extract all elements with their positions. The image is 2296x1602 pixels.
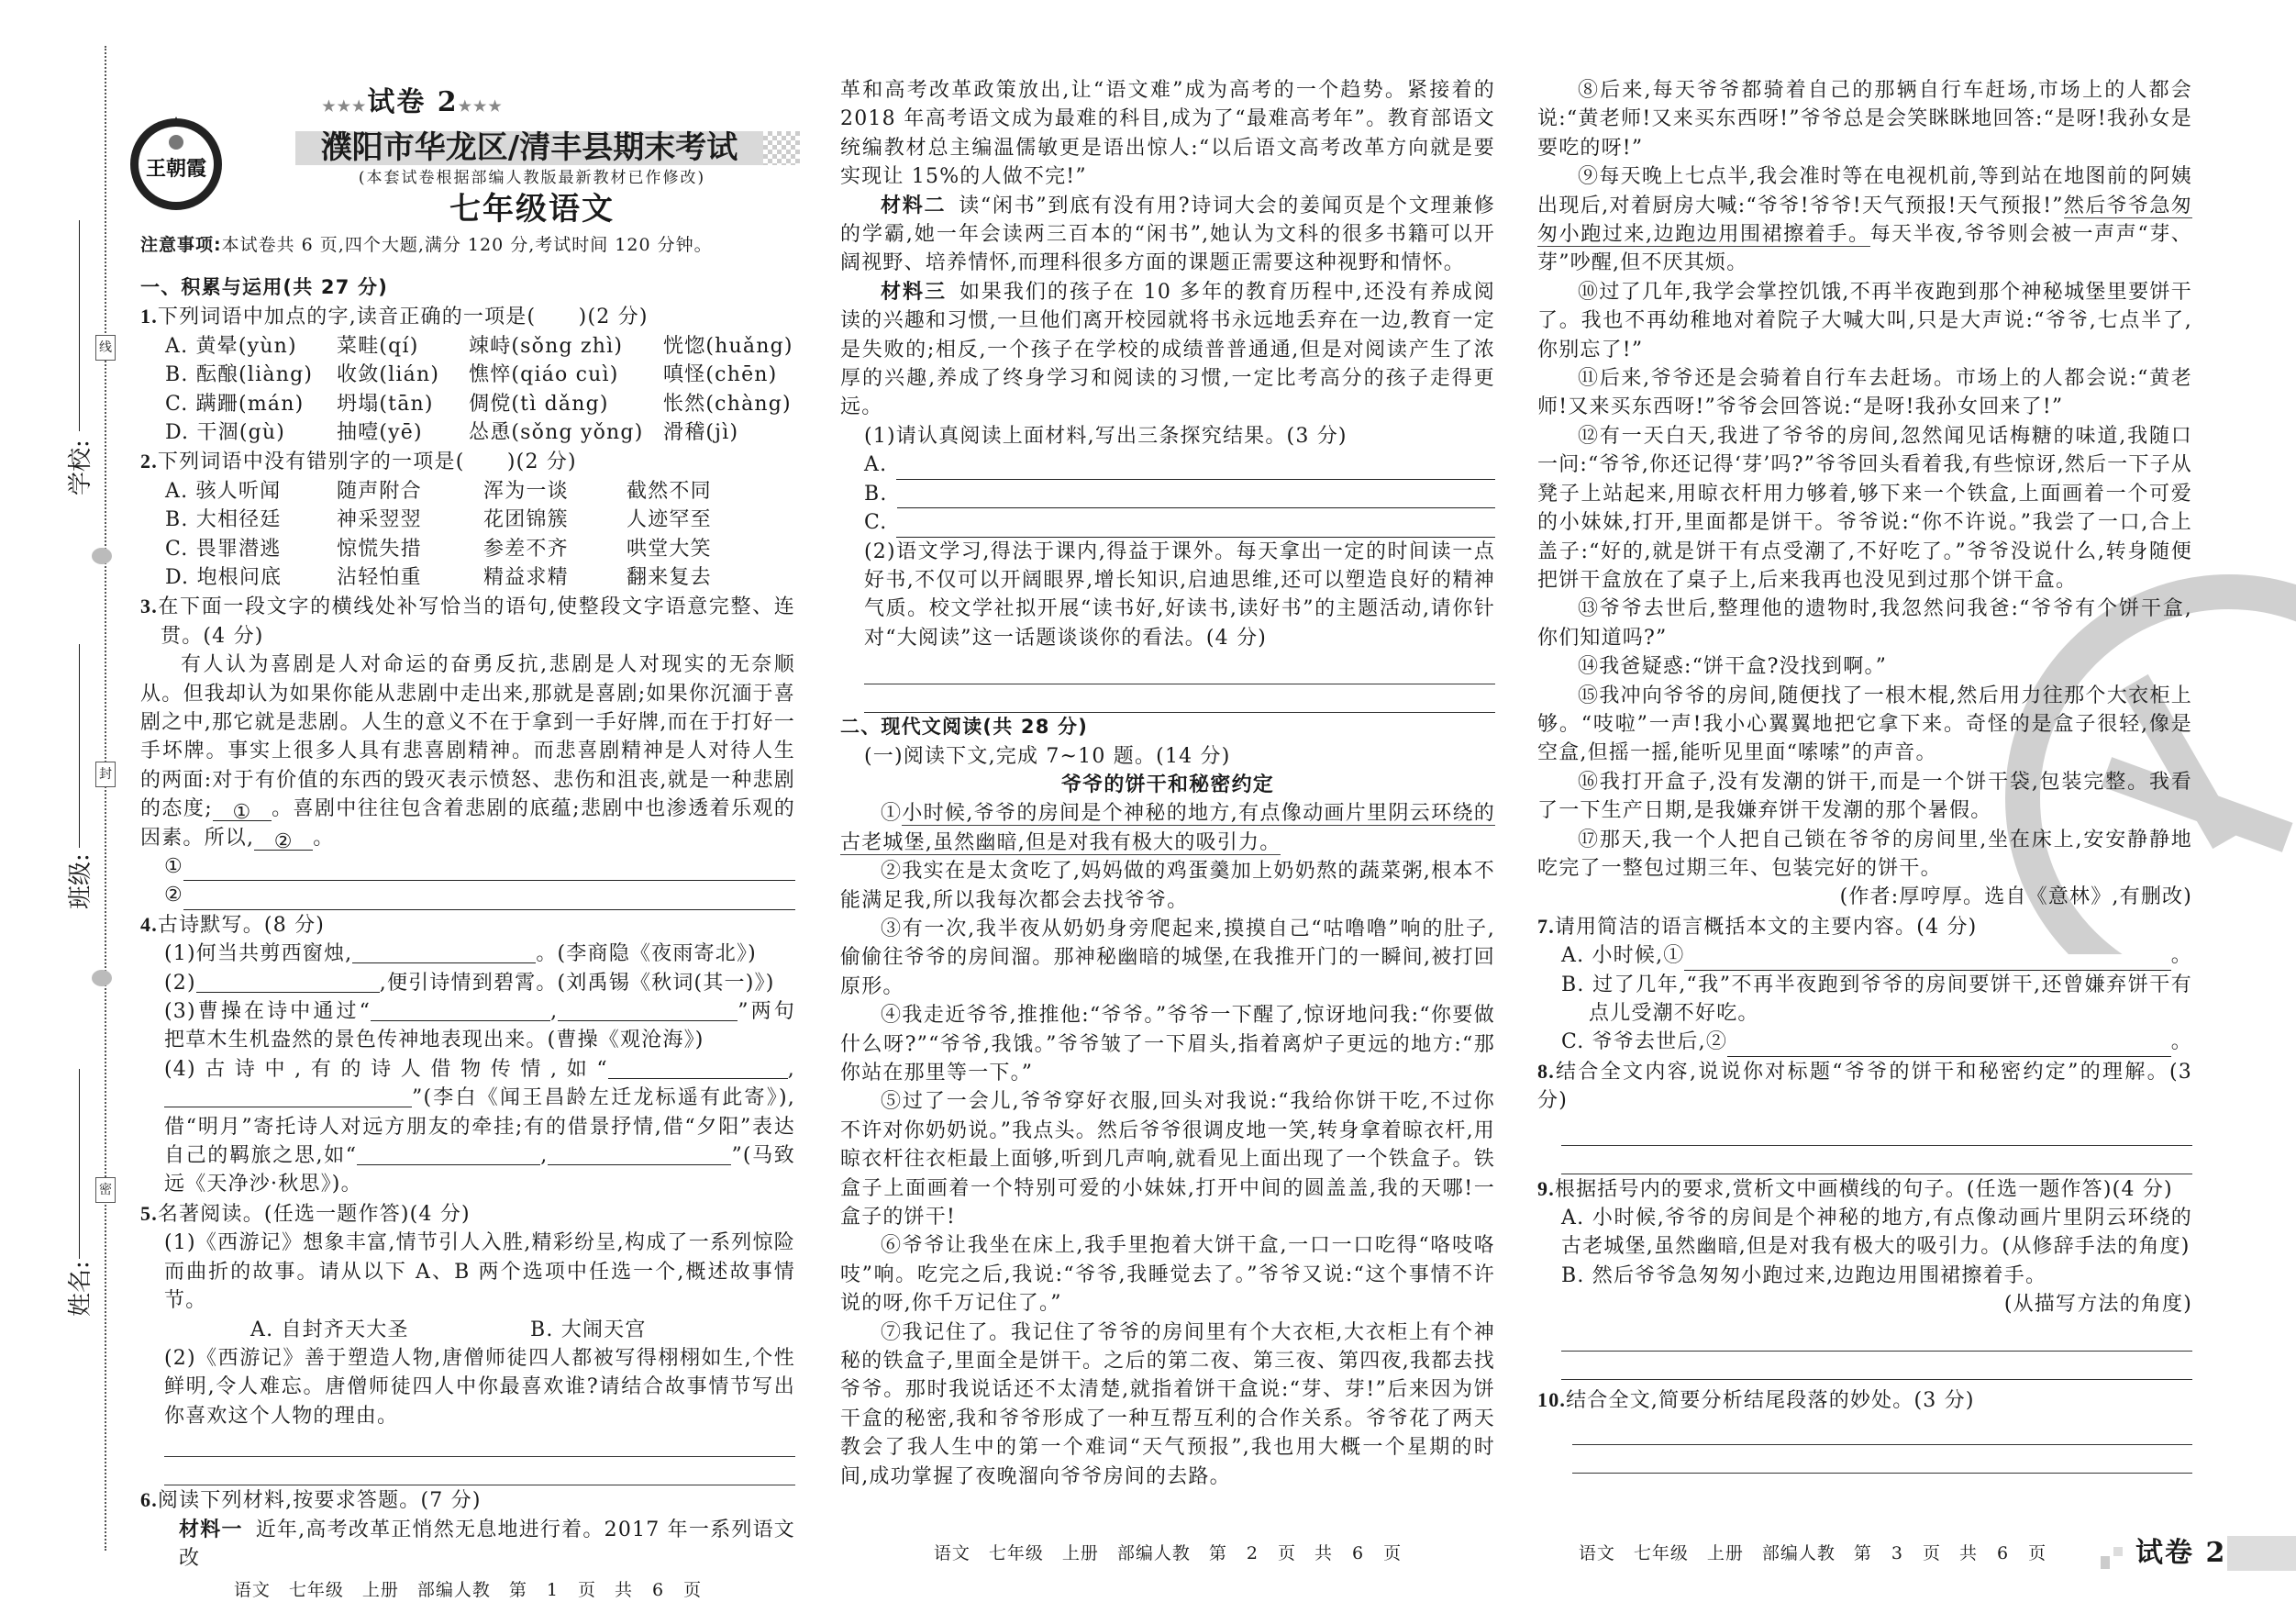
- q2-option-row[interactable]: [140, 506, 795, 534]
- q6-answer-line[interactable]: [864, 684, 1495, 713]
- option-word: 憔悴(qiáo cuì): [469, 363, 619, 387]
- material-label: 材料二: [881, 194, 947, 217]
- story-paragraph-5: ⑤过了一会儿,爷爷穿好衣服,回头对我说:“我给你饼干吃,不过你不许对你奶奶说。”我点头。然后爷爷很调皮地一笑,转身拿着晾衣杆,用晾衣杆往衣柜最上面够,听到几声响,就看见上面出现了一个铁盒子。铁盒子上面画着一个特别可爱的小妹妹,打开中间的圆盖盖,我的天哪!一盒子的饼干!: [840, 1090, 1495, 1229]
- option-word: B. 酝酿(liàng): [165, 363, 314, 387]
- seal-mark-line: 线: [95, 335, 116, 361]
- option-word: 神采翌翌: [337, 508, 422, 532]
- option-word: 浑为一谈: [483, 479, 569, 503]
- question-9: [1537, 1174, 2192, 1204]
- exam-subject: 七年级语文: [449, 191, 615, 228]
- item-text: ,: [540, 1144, 549, 1168]
- question-number: 1.: [140, 305, 158, 328]
- option-word: 竦峙(sǒng zhì): [469, 334, 624, 358]
- option-word: 恍惚(huǎng): [663, 334, 793, 358]
- q5-answer-line[interactable]: [164, 1457, 795, 1485]
- option-word: 精益求精: [483, 565, 569, 589]
- q5-answer-line[interactable]: [164, 1430, 795, 1457]
- question-stem: 请用简洁的语言概括本文的主要内容。(4 分): [1554, 915, 1978, 939]
- class-field[interactable]: [79, 644, 80, 848]
- paper-tag: [2101, 1536, 2296, 1571]
- q4-blank[interactable]: [548, 1142, 731, 1165]
- answer-label: A. 小时候,①: [1561, 944, 1685, 968]
- story-paragraph-16: ⑯我打开盒子,没有发潮的饼干,而是一个饼干袋,包装完整。我看了一下生产日期,是我嫌弃饼干发潮的那个暑假。: [1537, 770, 2192, 823]
- option-word: 参差不齐: [483, 537, 569, 561]
- item-text: ,: [787, 1057, 795, 1081]
- answer-label: C. 爷爷去世后,②: [1561, 1030, 1728, 1054]
- question-number: 9.: [1537, 1176, 1555, 1200]
- stars-left-icon: ★★★: [322, 97, 368, 115]
- q4-blank[interactable]: [352, 940, 536, 963]
- option-word: 花团锦簇: [483, 508, 569, 532]
- page-footer-2: 语文 七年级 上册 部编人教 第 2 页 共 6 页: [933, 1543, 1403, 1563]
- option-word: A. 骇人听闻: [165, 479, 282, 503]
- ornament-circle-icon: [92, 970, 112, 986]
- q9-answer-line[interactable]: [1561, 1319, 2192, 1352]
- q9-option-b: B. 然后爷爷急匆匆小跑过来,边跑边用围裙擦着手。: [1561, 1263, 2047, 1287]
- stars-right-icon: ★★★: [458, 97, 504, 115]
- q4-item-4: [140, 1055, 795, 1199]
- material-1-cont: 革和高考改革政策放出,让“语文难”成为高考的一个趋势。紧接着的 2018 年高考语文成为最难的科目,成为了“最难高考年”。教育部语文统编教材总主编温儒敏更是语出惊人:“以后语文高考改革方向就是要实现让 15%的人做不完!”: [840, 79, 1495, 189]
- story-paragraph-8: ⑧后来,每天爷爷都骑着自己的那辆自行车赶场,市场上的人都会说:“黄老师!又来买东西呀!”爷爷总是会笑眯眯地回答:“是呀!我孙女是要吃的呀!”: [1537, 79, 2192, 160]
- item-text: ,便引诗情到碧霄。(刘禹锡《秋词(其一)》): [379, 971, 775, 995]
- story-paragraph-6: ⑥爷爷让我坐在床上,我手里抱着大饼干盒,一口一口吃得“咯吱咯吱”响。吃完之后,我说:“爷爷,我睡觉去了。”爷爷又说:“这个事情不许说的呀,你千万记住了。”: [840, 1234, 1495, 1316]
- q9-answer-line[interactable]: [1561, 1352, 2192, 1380]
- underlined-sentence-b: 然后爷爷急匆匆小跑过来,边跑边用围裙擦着手。: [1537, 194, 2192, 247]
- question-stem: 下列词语中加点的字,读音正确的一项是( )(2 分): [157, 306, 649, 329]
- option-word: 沾轻怕重: [337, 565, 422, 589]
- answer-label: A.: [864, 453, 888, 477]
- passage-text: 。喜剧中往往包含着悲剧的底蕴;悲剧中也渗透着乐观的因素。所以,: [140, 797, 795, 850]
- option-word: 人迹罕至: [627, 508, 712, 532]
- publisher-logo: [128, 117, 224, 212]
- name-field[interactable]: [79, 1069, 80, 1259]
- option-word: 嗔怪(chēn): [663, 363, 778, 387]
- story-paragraph-10: ⑩过了几年,我学会掌控饥饿,不再半夜跑到那个神秘城堡里要饼干了。我也不再幼稚地对着院子大喊大叫,只是大声说:“爷爷,七点半了,你别忘了!”: [1537, 280, 2192, 362]
- material-text: 如果我们的孩子在 10 多年的教育历程中,还没有养成阅读的兴趣和习惯,一旦他们离开校园就将书永远地丢弃在一边,教育一定是失败的;相反,一个孩子在学校的成绩普普通通,但是对阅读产生了浓厚的兴趣,养成了终身学习和阅读的习惯,一定比考高分的孩子走得更远。: [840, 280, 1495, 419]
- question-7: [1537, 912, 2192, 941]
- paragraph-number: ①: [881, 802, 903, 826]
- option-word: 抽噎(yē): [337, 420, 423, 444]
- option-word: 倜傥(tì dǎng): [469, 392, 609, 416]
- question-number: 4.: [140, 912, 158, 936]
- question-1: [140, 302, 795, 331]
- question-stem: 古诗默写。(8 分): [157, 913, 326, 937]
- story-paragraph-2: ②我实在是太贪吃了,妈妈做的鸡蛋羹加上奶奶熬的蔬菜粥,根本不能满足我,所以我每次都会去找爷爷。: [840, 860, 1495, 912]
- question-number: 5.: [140, 1201, 158, 1225]
- q8-answer-line[interactable]: [1561, 1116, 2192, 1146]
- answer-label: B.: [864, 482, 888, 506]
- item-text: (2): [164, 971, 196, 995]
- option-word: 哄堂大笑: [627, 537, 712, 561]
- name-label: 姓名:: [67, 1261, 94, 1317]
- q7-answer-a[interactable]: [1537, 941, 2192, 970]
- q3-answer-1[interactable]: [140, 852, 795, 881]
- option-word: 菜畦(qí): [337, 334, 419, 358]
- answer-end: 。: [2170, 1030, 2192, 1054]
- story-paragraph-12: ⑫有一天白天,我进了爷爷的房间,忽然闻见话梅糖的味道,我随口一问:“爷爷,你还记得‘芽’吗?”爷爷回头看着我,有些惊讶,然后一下子从凳子上站起来,用晾衣杆用力够着,够下来一个铁盒,上面画着一个可爱的小妹妹,打开,里面都是饼干。爷爷说:“你不许说。”我尝了一口,合上盖子:“好的,就是饼干有点受潮了,不好吃了。”爷爷没说什么,转身随便把饼干盒放在了桌子上,后来我再也没见到过那个饼干盒。: [1537, 424, 2192, 592]
- option-word: B. 大相径廷: [165, 508, 282, 532]
- class-label: 班级:: [67, 853, 94, 909]
- story-paragraph-3: ③有一次,我半夜从奶奶身旁爬起来,摸摸自己“咕噜噜”响的肚子,偷偷往爷爷的房间溜。那神秘幽暗的城堡,在我推开门的一瞬间,被打回原形。: [840, 917, 1495, 998]
- q4-item-2: [140, 969, 795, 997]
- paper-tag-label: 试卷 2: [2135, 1537, 2227, 1569]
- q10-answer-line[interactable]: [1572, 1445, 2192, 1474]
- story-paragraph-11: ⑪后来,爷爷还是会骑着自行车去赶场。市场上的人都会说:“黄老师!又来买东西呀!”爷爷会回答说:“是呀!我孙女回来了!”: [1537, 367, 2192, 419]
- part-1-instruction: (一)阅读下文,完成 7~10 题。(14 分): [864, 744, 1231, 768]
- option-word: D. 干涸(gù): [165, 420, 286, 444]
- material-3: [840, 278, 1495, 422]
- option-word: C. 蹒跚(mán): [165, 392, 305, 416]
- q6-answer-a[interactable]: [840, 451, 1495, 479]
- banner-pattern: [763, 131, 800, 165]
- q5-options: [140, 1316, 795, 1344]
- q5-option-b[interactable]: B. 大闹天宫: [530, 1318, 647, 1341]
- q4-blank[interactable]: [371, 998, 550, 1021]
- q3-answer-2[interactable]: [140, 881, 795, 909]
- q2-option-row[interactable]: [140, 563, 795, 592]
- answer-end: 。: [2170, 944, 2192, 968]
- story-title: 爷爷的饼干和秘密约定: [1060, 773, 1274, 796]
- story-paragraph-7: ⑦我记住了。我记住了爷爷的房间里有个大衣柜,大衣柜上有个神秘的铁盒子,里面全是饼干。之后的第二夜、第三夜、第四夜,我都去找爷爷。那时我说话还不太清楚,就指着饼干盒说:“芽、芽!”后来因为饼干盒的秘密,我和爷爷形成了一种互帮互利的合作关系。爷爷花了两天教会了我人生中的第一个难词“天气预报”,我也用大概一个星期的时间,成功掌握了夜晚溜向爷爷房间的去路。: [840, 1320, 1495, 1488]
- option-word: 截然不同: [627, 479, 712, 503]
- question-number: 2.: [140, 450, 158, 473]
- notice: [140, 233, 713, 257]
- item-text: ”(李白《闻王昌龄左迁龙标遥有此寄》),借“明月”寄托诗人对远方朋友的牵挂;有的借景抒情,借“夕阳”表达自己的羁旅之思,如“: [164, 1086, 795, 1168]
- seal-mark-seal: 封: [95, 762, 116, 787]
- paragraph-text: ⑨每天晚上七点半,我会准时等在电视机前,等到站在地图前的阿姨出现后,对着厨房大喊:“爷爷!爷爷!天气预报!天气预报!”: [1537, 165, 2192, 217]
- q8-answer-line[interactable]: [1561, 1146, 2192, 1174]
- item-text: ”(马致远《天净沙·秋思》)。: [164, 1144, 795, 1196]
- question-10: [1537, 1385, 2192, 1415]
- paper-number: 试卷 2: [367, 86, 459, 118]
- exam-subtitle: (本套试卷根据部编人教版最新教材已作修改): [358, 169, 706, 187]
- answer-label: C.: [864, 511, 888, 535]
- q10-answer-line[interactable]: [1572, 1415, 2192, 1445]
- material-label: 材料三: [881, 280, 947, 304]
- section-2-title: 二、现代文阅读(共 28 分): [840, 716, 1089, 739]
- question-stem: 阅读下列材料,按要求答题。(7 分): [157, 1489, 482, 1513]
- item-text: (4)古诗中,有的诗人借物传情,如“: [164, 1057, 608, 1081]
- exam-title: 濮阳市华龙区/清丰县期末考试: [320, 129, 738, 166]
- material-text: 读“闲书”到底有没有用?诗词大会的姜闻页是个文理兼修的学霸,她一年会读两三百本的“闲书”,她认为文科的很多书籍可以开阔视野、培养情怀,而理科很多方面的课题正需要这种视野和情怀。: [840, 194, 1495, 275]
- question-3: [140, 592, 795, 651]
- q1-option-row[interactable]: [140, 418, 795, 447]
- question-2: [140, 447, 795, 476]
- item-text: (3)曹操在诗中通过“: [164, 1000, 372, 1024]
- q4-blank[interactable]: [164, 1085, 412, 1107]
- q9-option-a: A. 小时候,爷爷的房间是个神秘的地方,有点像动画片里阴云环绕的古老城堡,虽然幽暗,但是对我有极大的吸引力。(从修辞手法的角度): [1561, 1207, 2192, 1259]
- question-number: 7.: [1537, 914, 1555, 938]
- notice-label: 注意事项:: [140, 235, 222, 255]
- q2-option-row[interactable]: [140, 477, 795, 506]
- q6-answer-line[interactable]: [864, 652, 1495, 684]
- q4-blank[interactable]: [196, 970, 380, 993]
- q1-option-row[interactable]: [140, 332, 795, 361]
- q3-passage: [140, 651, 795, 852]
- q6-sub-2: (2)语文学习,得法于课内,得益于课外。每天拿出一定的时间读一点好书,不仅可以开阔眼界,增长知识,启迪思维,还可以塑造良好的精神气质。校文学社拟开展“读书好,好读书,读好书”的主题活动,请你针对“大阅读”这一话题谈谈你的看法。(4 分): [864, 540, 1495, 650]
- story-paragraph-15: ⑮我冲向爷爷的房间,随便找了一根木棍,然后用力往那个大衣柜上够。“吱啦”一声!我小心翼翼地把它拿下来。奇怪的是盒子很轻,像是空盒,但摇一摇,能听见里面“嗦嗦”的声音。: [1537, 684, 2192, 765]
- svg-text:王朝霞: 王朝霞: [145, 157, 207, 181]
- question-5: [140, 1199, 795, 1229]
- ornament-circle-icon: [92, 548, 112, 564]
- item-text: ”两句把草木生机盎然的景色传神地表现出来。(曹操《观沧海》): [164, 1000, 795, 1052]
- item-text: ,: [550, 1000, 559, 1024]
- q1-option-row[interactable]: [140, 361, 795, 389]
- story-paragraph-13: ⑬爷爷去世后,整理他的遗物时,我忽然问我爸:“爷爷有个饼干盒,你们知道吗?”: [1537, 597, 2192, 650]
- story-source: (作者:厚哼厚。选自《意林》,有删改): [1839, 885, 2192, 909]
- option-word: 收敛(lián): [337, 363, 440, 387]
- item-text: 。(李商隐《夜雨寄北》): [536, 942, 757, 966]
- q1-option-row[interactable]: [140, 390, 795, 418]
- q5-item-2: (2)《西游记》善于塑造人物,唐僧师徒四人都被写得栩栩如生,个性鲜明,令人难忘。唐僧师徒四人中你最喜欢谁?请结合故事情节写出你喜欢这个人物的理由。: [164, 1346, 795, 1428]
- answer-label: ①: [164, 855, 183, 878]
- school-label: 学校:: [67, 439, 94, 495]
- question-number: 10.: [1537, 1387, 1567, 1411]
- option-word: 随声附合: [337, 479, 422, 503]
- option-word: 怂恿(sǒng yǒng): [469, 420, 644, 444]
- story-paragraph-1: [840, 799, 1495, 857]
- q6-sub-1: (1)请认真阅读上面材料,写出三条探究结果。(3 分): [864, 424, 1348, 448]
- question-stem: 根据括号内的要求,赏析文中画横线的句子。(任选一题作答)(4 分): [1554, 1177, 2173, 1201]
- question-stem: 名著阅读。(任选一题作答)(4 分): [157, 1202, 471, 1226]
- option-word: 翻来复去: [627, 565, 712, 589]
- option-word: 怅然(chàng): [663, 392, 792, 416]
- question-number: 3.: [140, 595, 158, 618]
- material-1: [140, 1516, 795, 1574]
- question-6: [140, 1485, 795, 1515]
- question-stem: 结合全文,简要分析结尾段落的妙处。(3 分): [1566, 1388, 1975, 1412]
- q4-item-1: [140, 940, 795, 968]
- option-word: C. 畏罪潜逃: [165, 537, 282, 561]
- q4-blank[interactable]: [558, 998, 738, 1021]
- question-8: [1537, 1057, 2192, 1116]
- question-stem: 在下面一段文字的横线处补写恰当的语句,使整段文字语意完整、连贯。(4 分): [157, 595, 795, 648]
- material-label: 材料一: [179, 1518, 243, 1541]
- q5-item-1: (1)《西游记》想象丰富,情节引人入胜,精彩纷呈,构成了一系列惊险而曲折的故事。请从以下 A、B 两个选项中任选一个,概述故事情节。: [164, 1231, 795, 1313]
- q6-answer-c[interactable]: [840, 508, 1495, 537]
- material-text: 近年,高考改革正悄然无息地进行着。2017 年一系列语文改: [179, 1518, 795, 1570]
- option-word: A. 黄晕(yùn): [165, 334, 297, 358]
- q3-blank-2: ②: [254, 828, 313, 851]
- answer-label: ②: [164, 884, 183, 907]
- q6-answer-b[interactable]: [840, 480, 1495, 508]
- q9-option-b-note: (从描写方法的角度): [2003, 1293, 2192, 1317]
- q4-blank[interactable]: [357, 1142, 540, 1165]
- notice-text: 本试卷共 6 页,四个大题,满分 120 分,考试时间 120 分钟。: [221, 235, 713, 255]
- option-word: 滑稽(jì): [663, 420, 739, 444]
- story-paragraph-4: ④我走近爷爷,推推他:“爷爷。”爷爷一下醒了,惊讶地问我:“你要做什么呀?”“爷爷,我饿。”爷爷皱了一下眉头,指着离炉子更远的地方:“那你站在那里等一下。”: [840, 1004, 1495, 1085]
- q7-answer-c[interactable]: [1537, 1028, 2192, 1056]
- q4-blank[interactable]: [608, 1056, 788, 1079]
- paper-badge: [284, 84, 541, 125]
- option-word: D. 垉根问底: [165, 565, 283, 589]
- question-4: [140, 910, 795, 940]
- underlined-sentence-a: 小时候,爷爷的房间是个神秘的地方,有点像动画片里阴云环绕的古老城堡,虽然幽暗,但是对我有极大的吸引力。: [840, 802, 1495, 854]
- story-paragraph-17: ⑰那天,我一个人把自己锁在爷爷的房间里,坐在床上,安安静静地吃完了一整包过期三年、包装完好的饼干。: [1537, 828, 2192, 880]
- story-paragraph-9: [1537, 162, 2192, 278]
- page-footer-3: 语文 七年级 上册 部编人教 第 3 页 共 6 页: [1578, 1543, 2047, 1563]
- paragraph-text: 每天半夜,爷爷则会被一声声“芽、芽”吵醒,但不厌其烦。: [1537, 223, 2192, 275]
- q4-item-3: [140, 997, 795, 1055]
- school-field[interactable]: [79, 220, 80, 431]
- binding-dotted-line: [105, 46, 106, 1551]
- story-paragraph-14: ⑭我爸疑惑:“饼干盒?没找到啊。”: [1578, 655, 1888, 679]
- material-2: [840, 192, 1495, 278]
- q3-blank-1: ①: [213, 798, 272, 821]
- seal-mark-secret: 密: [95, 1177, 116, 1203]
- question-number: 6.: [140, 1488, 158, 1512]
- option-word: 惊慌失措: [337, 537, 422, 561]
- section-1-title: 一、积累与运用(共 27 分): [140, 276, 389, 298]
- question-stem: 下列词语中没有错别字的一项是( )(2 分): [157, 451, 577, 474]
- option-word: 坍塌(tān): [337, 392, 434, 416]
- question-number: 8.: [1537, 1059, 1555, 1083]
- passage-text: 。: [313, 826, 335, 850]
- q7-item-b: B. 过了几年,“我”不再半夜跑到爷爷的房间要饼干,还曾嫌弃饼干有点儿受潮不好吃。: [1561, 973, 2192, 1025]
- question-stem: 结合全文内容,说说你对标题“爷爷的饼干和秘密约定”的理解。(3 分): [1537, 1060, 2192, 1113]
- passage-text: 有人认为喜剧是人对命运的奋勇反抗,悲剧是人对现实的无奈顺从。但我却认为如果你能从悲剧中走出来,那就是喜剧;如果你沉湎于喜剧之中,那它就是悲剧。人生的意义不在于拿到一手好牌,而在于打好一手坏牌。事实上很多人具有悲喜剧精神。而悲喜剧精神是人对待人生的两面:对于有价值的东西的毁灭表示愤怒、悲伤和沮丧,就是一种悲剧的态度;: [140, 653, 795, 821]
- q2-option-row[interactable]: [140, 535, 795, 563]
- page-footer-1: 语文 七年级 上册 部编人教 第 1 页 共 6 页: [233, 1580, 703, 1600]
- q5-option-a[interactable]: A. 自封齐天大圣: [250, 1318, 409, 1341]
- item-text: (1)何当共剪西窗烛,: [164, 942, 353, 966]
